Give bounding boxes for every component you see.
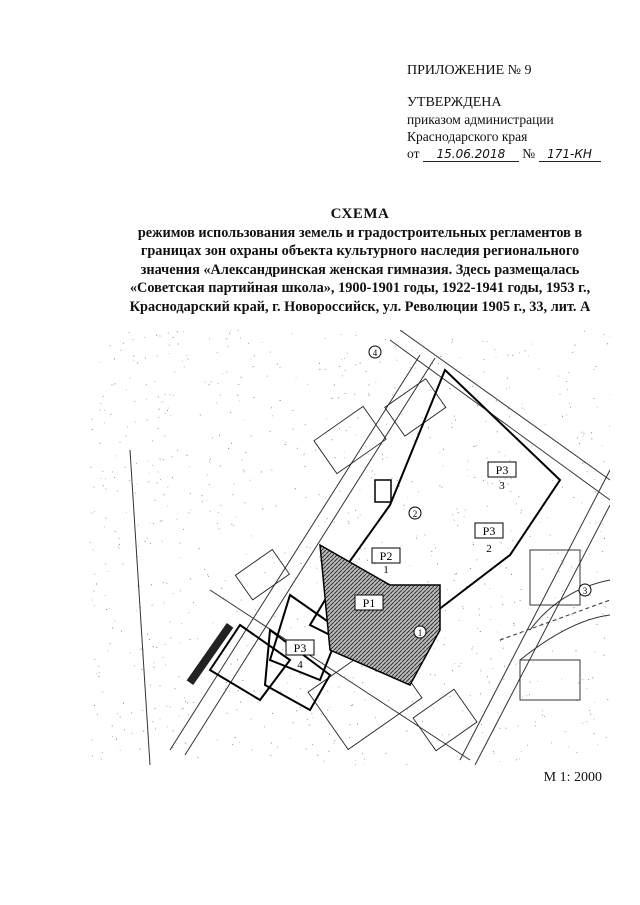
number-label: № [522, 146, 536, 161]
zone-code: Р2 [379, 549, 393, 563]
order-date: 15.06.2018 [423, 147, 519, 162]
heading-line-1: режимов использования земель и градостроительных регламентов в [137, 224, 583, 241]
circled-marker-3 [579, 584, 591, 596]
appendix-number: ПРИЛОЖЕНИЕ № 9 [407, 63, 532, 78]
heading-line-5: Краснодарский край, г. Новороссийск, ул. Революции 1905 г., 33, лит. А [129, 298, 591, 315]
zone-code: Р3 [482, 524, 496, 538]
approval-line-1: приказом администрации [407, 112, 554, 127]
map-scale: М 1: 2000 [543, 770, 602, 785]
zone-number: 1 [383, 564, 389, 576]
svg-text:1: 1 [417, 628, 423, 638]
zone-number: 4 [297, 659, 303, 671]
svg-text:4: 4 [372, 348, 378, 358]
document-title: СХЕМА [330, 206, 390, 222]
approval-block [407, 62, 632, 162]
zone-code: Р3 [495, 463, 509, 477]
cadastral-map [90, 330, 610, 765]
zone-label-r1 [355, 595, 383, 610]
circled-marker-1 [414, 626, 426, 638]
zone-number: 2 [486, 543, 492, 555]
zone-code: Р3 [293, 641, 307, 655]
approved-label: УТВЕРЖДЕНА [407, 95, 502, 110]
order-number: 171-КН [539, 147, 601, 162]
svg-text:2: 2 [412, 509, 418, 519]
approval-date-line [407, 145, 632, 162]
circled-marker-4 [369, 346, 381, 358]
zone-number: 3 [499, 480, 505, 492]
document-heading [80, 205, 640, 316]
zone-code: Р1 [362, 596, 376, 610]
heading-line-2: границах зон охраны объекта культурного наследия регионального [140, 243, 580, 259]
heading-line-4: «Советская партийная школа», 1900-1901 годы, 1922-1941 годы, 1953 г., [129, 280, 591, 296]
heading-line-3: значения «Александринская женская гимназия. Здесь размещалась [140, 261, 580, 278]
circled-marker-2 [409, 507, 421, 519]
svg-text:3: 3 [582, 586, 588, 596]
approval-line-2: Краснодарского края [407, 129, 528, 144]
from-label: от [407, 146, 420, 161]
